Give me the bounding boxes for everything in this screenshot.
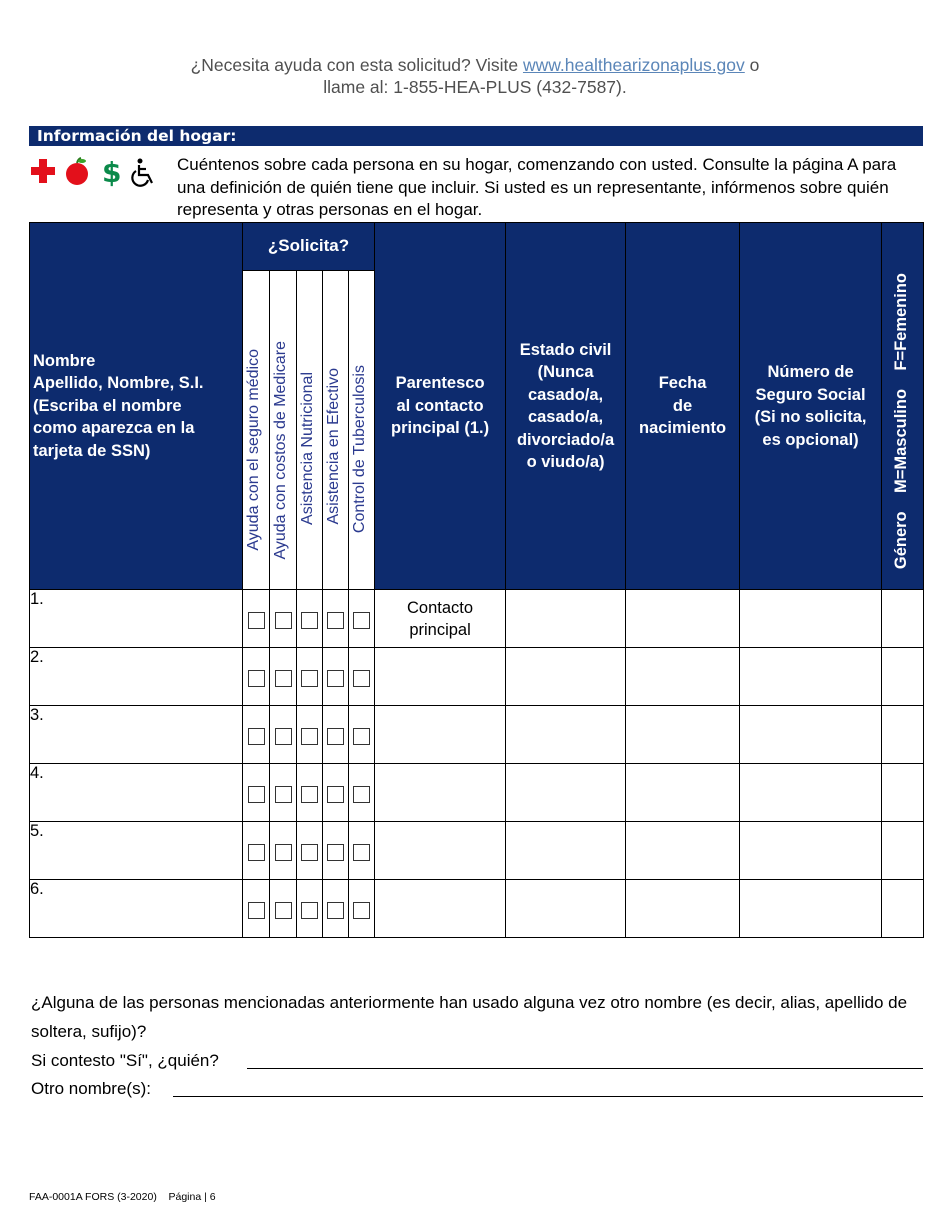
program-header-nutrition: Asistencia Nutricional	[297, 271, 323, 590]
ssn-header: Número de Seguro Social (Si no solicita, es opcional)	[740, 223, 882, 590]
section-title: Información del hogar:	[29, 126, 923, 146]
checkbox-health[interactable]	[248, 612, 265, 629]
civil-status-cell[interactable]	[506, 648, 626, 706]
civil-status-cell[interactable]	[506, 590, 626, 648]
civil-status-cell[interactable]	[506, 764, 626, 822]
gender-cell[interactable]	[882, 706, 924, 764]
checkbox-medicare[interactable]	[275, 728, 292, 745]
checkbox-cash[interactable]	[327, 902, 344, 919]
civil-status-cell[interactable]	[506, 880, 626, 938]
relation-cell[interactable]	[375, 764, 506, 822]
birth-date-cell[interactable]	[626, 590, 740, 648]
gender-cell[interactable]	[882, 764, 924, 822]
checkbox-health[interactable]	[248, 786, 265, 803]
birth-date-cell[interactable]	[626, 880, 740, 938]
help-text: ¿Necesita ayuda con esta solicitud? Visite	[190, 55, 523, 75]
who-input-line[interactable]	[247, 1067, 923, 1069]
checkbox-tuberculosis[interactable]	[353, 612, 370, 629]
table-row	[30, 590, 924, 648]
row-number[interactable]: 6.	[30, 880, 243, 938]
checkbox-nutrition[interactable]	[301, 844, 318, 861]
gender-cell[interactable]	[882, 648, 924, 706]
checkbox-nutrition[interactable]	[301, 786, 318, 803]
help-text-suffix: o	[744, 55, 760, 75]
ssn-cell[interactable]	[740, 822, 882, 880]
row-number[interactable]: 2.	[30, 648, 243, 706]
intro-text: Cuéntenos sobre cada persona en su hogar, comenzando con usted. Consulte la página A para una definición de quién tiene que incluir. Si usted es un representante, infórmenos sobre quién representa y otras personas en el hogar.	[177, 155, 897, 219]
row-number[interactable]: 3.	[30, 706, 243, 764]
svg-text:$: $	[102, 156, 122, 188]
help-phone: llame al: 1-855-HEA-PLUS (432-7587).	[323, 77, 627, 97]
program-header-cash: Asistencia en Efectivo	[323, 271, 349, 590]
program-icons	[29, 156, 169, 188]
birth-date-cell[interactable]	[626, 706, 740, 764]
checkbox-nutrition[interactable]	[301, 902, 318, 919]
checkbox-medicare[interactable]	[275, 612, 292, 629]
civil-status-header: Estado civil (Nunca casado/a, casado/a, divorciado/a o viudo/a)	[506, 223, 626, 590]
name-header: Nombre Apellido, Nombre, S.I. (Escriba el nombre como aparezca en la tarjeta de SSN)	[30, 223, 243, 590]
checkbox-health[interactable]	[248, 844, 265, 861]
program-header-medicare: Ayuda con costos de Medicare	[270, 271, 297, 590]
checkbox-cash[interactable]	[327, 844, 344, 861]
civil-status-cell[interactable]	[506, 706, 626, 764]
form-footer: FAA-0001A FORS (3-2020) Página | 6	[29, 1191, 216, 1203]
row-number[interactable]: 5.	[30, 822, 243, 880]
gender-header: Género M=Masculino F=Femenino	[882, 223, 924, 590]
birth-date-cell[interactable]	[626, 648, 740, 706]
program-header-health: Ayuda con el seguro médico	[243, 271, 270, 590]
household-table	[29, 222, 924, 938]
other-name-input-line[interactable]	[173, 1095, 923, 1097]
other-name-question: ¿Alguna de las personas mencionadas anteriormente han usado alguna vez otro nombre (es decir, alias, apellido de soltera, sufijo)?	[31, 993, 908, 1041]
checkbox-nutrition[interactable]	[301, 670, 318, 687]
medical-cross-icon	[31, 159, 55, 183]
birth-date-header: Fecha de nacimiento	[626, 223, 740, 590]
ssn-cell[interactable]	[740, 648, 882, 706]
checkbox-tuberculosis[interactable]	[353, 786, 370, 803]
table-row	[30, 880, 924, 938]
checkbox-nutrition[interactable]	[301, 612, 318, 629]
checkbox-cash[interactable]	[327, 612, 344, 629]
table-row	[30, 648, 924, 706]
checkbox-tuberculosis[interactable]	[353, 902, 370, 919]
checkbox-cash[interactable]	[327, 670, 344, 687]
table-row	[30, 706, 924, 764]
checkbox-medicare[interactable]	[275, 670, 292, 687]
program-header-tuberculosis: Control de Tuberculosis	[349, 271, 375, 590]
checkbox-tuberculosis[interactable]	[353, 728, 370, 745]
ssn-cell[interactable]	[740, 590, 882, 648]
applies-header: ¿Solicita?	[243, 223, 375, 271]
checkbox-medicare[interactable]	[275, 902, 292, 919]
checkbox-cash[interactable]	[327, 728, 344, 745]
table-row	[30, 822, 924, 880]
checkbox-health[interactable]	[248, 670, 265, 687]
relation-cell[interactable]	[375, 648, 506, 706]
website-link[interactable]: www.healthearizonaplus.gov	[522, 55, 745, 75]
help-header	[0, 54, 950, 98]
gender-cell[interactable]	[882, 822, 924, 880]
ssn-cell[interactable]	[740, 764, 882, 822]
checkbox-medicare[interactable]	[275, 844, 292, 861]
ssn-cell[interactable]	[740, 706, 882, 764]
checkbox-nutrition[interactable]	[301, 728, 318, 745]
table-row	[30, 764, 924, 822]
relation-cell[interactable]: Contacto principal	[375, 590, 506, 648]
civil-status-cell[interactable]	[506, 822, 626, 880]
checkbox-health[interactable]	[248, 728, 265, 745]
checkbox-tuberculosis[interactable]	[353, 844, 370, 861]
relation-cell[interactable]	[375, 706, 506, 764]
gender-cell[interactable]	[882, 590, 924, 648]
other-name-field	[31, 1079, 923, 1101]
checkbox-cash[interactable]	[327, 786, 344, 803]
checkbox-tuberculosis[interactable]	[353, 670, 370, 687]
wheelchair-icon	[132, 159, 152, 186]
row-number[interactable]: 1.	[30, 590, 243, 648]
who-label: Si contesto "Sí", ¿quién?	[31, 1051, 219, 1070]
relation-cell[interactable]	[375, 822, 506, 880]
dollar-icon	[102, 156, 121, 188]
row-number[interactable]: 4.	[30, 764, 243, 822]
who-field	[31, 1051, 923, 1073]
birth-date-cell[interactable]	[626, 764, 740, 822]
birth-date-cell[interactable]	[626, 822, 740, 880]
relation-header: Parentesco al contacto principal (1.)	[375, 223, 506, 590]
apple-icon	[66, 158, 88, 185]
gender-cell[interactable]	[882, 880, 924, 938]
ssn-cell[interactable]	[740, 880, 882, 938]
other-name-label: Otro nombre(s):	[31, 1079, 151, 1098]
checkbox-medicare[interactable]	[275, 786, 292, 803]
checkbox-health[interactable]	[248, 902, 265, 919]
relation-cell[interactable]	[375, 880, 506, 938]
